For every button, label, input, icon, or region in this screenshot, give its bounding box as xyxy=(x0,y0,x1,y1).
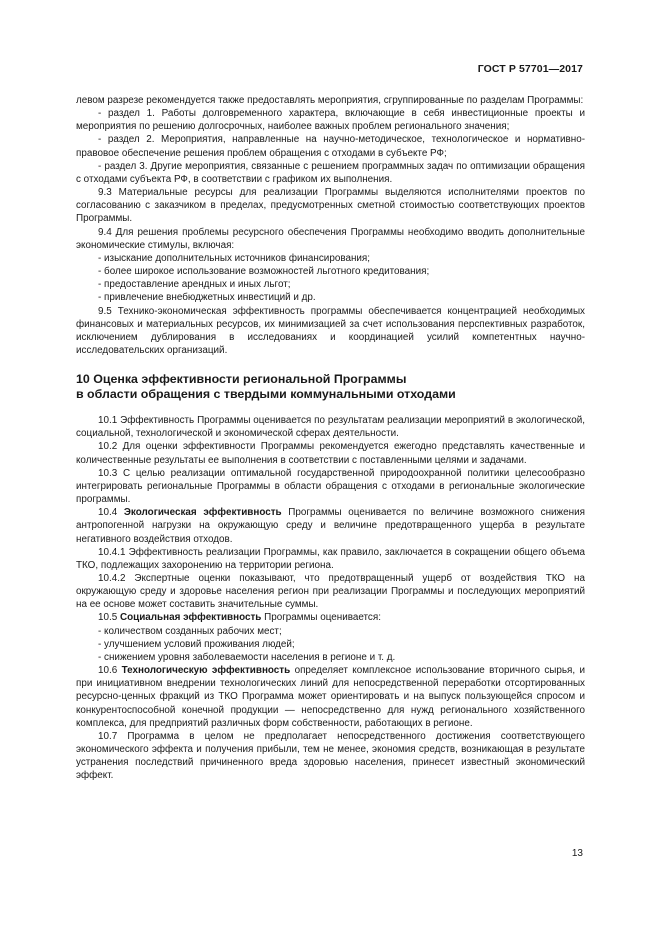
list-item: - снижением уровня заболеваемости населения в регионе и т. д. xyxy=(98,651,396,663)
paragraph-10-6 xyxy=(76,664,585,730)
term-bold: Экологическая эффективность xyxy=(123,507,282,519)
list-item: - изыскание дополнительных источников финансирования; xyxy=(98,252,371,264)
paragraph-10-7: 10.7 Программа в целом не предполагает непосредственного достижения соответствующего экономического эффекта и получения прибыли, тем не менее, экономия средств, возникающая в результате устранения последствий причиненного вреда здоровью населения, принесет известный экономический эффект. xyxy=(76,730,585,782)
paragraph-10-2: 10.2 Для оценки эффективности Программы рекомендуется ежегодно представлять качественные и количественные результаты ее выполнения в соответствии с поставленными целями и задачами. xyxy=(76,441,585,466)
standard-code: ГОСТ Р 57701—2017 xyxy=(477,63,583,75)
list-item: - раздел 2. Мероприятия, направленные на научно-методическое, технологическое и нормативно-правовое обеспечение решения проблем обращения с отходами в субъекте РФ; xyxy=(76,134,585,159)
clause-text: определяет комплексное использование вторичного сырья, и при инициативном внедрении технологических линий для непосредственной переработки отсортированных ресурсно-ценных фракций из ТКО Программа может ориентировать и на выпуск пользующейся спросом и конкурентоспособной конечной продукции — непосредственно для нужд регионального хозяйственного комплекса, для предприятий различных форм собственности, работающих в регионе. xyxy=(76,665,586,729)
clause-number: 10.6 xyxy=(98,665,118,677)
clause-text: Программы оценивается по величине возможного снижения антропогенной нагрузки на окружающую среду и величине предотвращенного ущерба в результате негативного воздействия отходов. xyxy=(76,507,585,545)
paragraph-10-5 xyxy=(76,611,585,624)
paragraph-9-5: 9.5 Технико-экономическая эффективность программы обеспечивается концентрацией необходимых финансовых и материальных ресурсов, их минимизацией за счет использования перспективных разработок, исключением дублирования в исследованиях и координацией усилий компетентных научно-исследовательских организаций. xyxy=(76,305,585,356)
section-title-line-1: 10 Оценка эффективности региональной Программы xyxy=(76,372,407,387)
clause-number: 10.4 xyxy=(98,507,118,519)
paragraph-9-3: 9.3 Материальные ресурсы для реализации Программы выделяются исполнителями проектов по согласованию с заказчиком в пределах, предусмотренных сметной стоимостью соответствующих проектов Программы. xyxy=(76,187,585,225)
clause-number: 10.5 xyxy=(98,612,118,624)
clause-text: Программы оценивается: xyxy=(264,612,381,624)
section-title-line-2: в области обращения с твердыми коммунальными отходами xyxy=(76,387,456,402)
term-bold: Технологическую эффективность xyxy=(121,665,291,677)
list-item: - предоставление арендных и иных льгот; xyxy=(98,279,291,291)
list-item: - раздел 3. Другие мероприятия, связанные с решением программных задач по оптимизации обращения с отходами субъекта РФ, в соответствии с графиком их выполнения. xyxy=(76,160,585,185)
paragraph-10-4 xyxy=(76,506,585,545)
paragraph-9-4: 9.4 Для решения проблемы ресурсного обеспечения Программы необходимо вводить дополнительные экономические стимулы, включая: xyxy=(76,226,585,251)
list-item: - количеством созданных рабочих мест; xyxy=(98,625,282,637)
paragraph-10-3: 10.3 С целью реализации оптимальной государственной природоохранной политики целесообразно интегрировать региональные Программы в области обращения с отходами в региональные экологические программы. xyxy=(76,467,585,506)
section-10-title xyxy=(76,372,585,402)
paragraph: левом разрезе рекомендуется также предоставлять мероприятия, сгруппированные по разделам Программы: xyxy=(76,95,584,106)
list-item: - раздел 1. Работы долговременного характера, включающие в себя инвестиционные проекты и мероприятия по решению долгосрочных, наиболее важных проблем регионального значения; xyxy=(76,108,585,133)
paragraph-10-4-2: 10.4.2 Экспертные оценки показывают, что предотвращенный ущерб от воздействия ТКО на окружающую среду и здоровье населения регион при реализации Программы и последующих мероприятий на ее основе может составить значительные суммы. xyxy=(76,573,585,611)
list-item: - привлечение внебюджетных инвестиций и др. xyxy=(98,292,316,304)
list-item: - более широкое использование возможностей льготного кредитования; xyxy=(98,266,430,278)
paragraph-10-4-1: 10.4.1 Эффективность реализации Программы, как правило, заключается в сокращении общего объема ТКО, подлежащих захоронению на территории региона. xyxy=(76,546,585,571)
page-number: 13 xyxy=(571,848,583,859)
list-item: - улучшением условий проживания людей; xyxy=(98,638,295,650)
document-body xyxy=(76,94,585,783)
term-bold: Социальная эффективность xyxy=(119,612,262,624)
paragraph-10-1: 10.1 Эффективность Программы оценивается по результатам реализации мероприятий в экологической, социальной, технологической и экономической сферах деятельности. xyxy=(76,415,585,440)
